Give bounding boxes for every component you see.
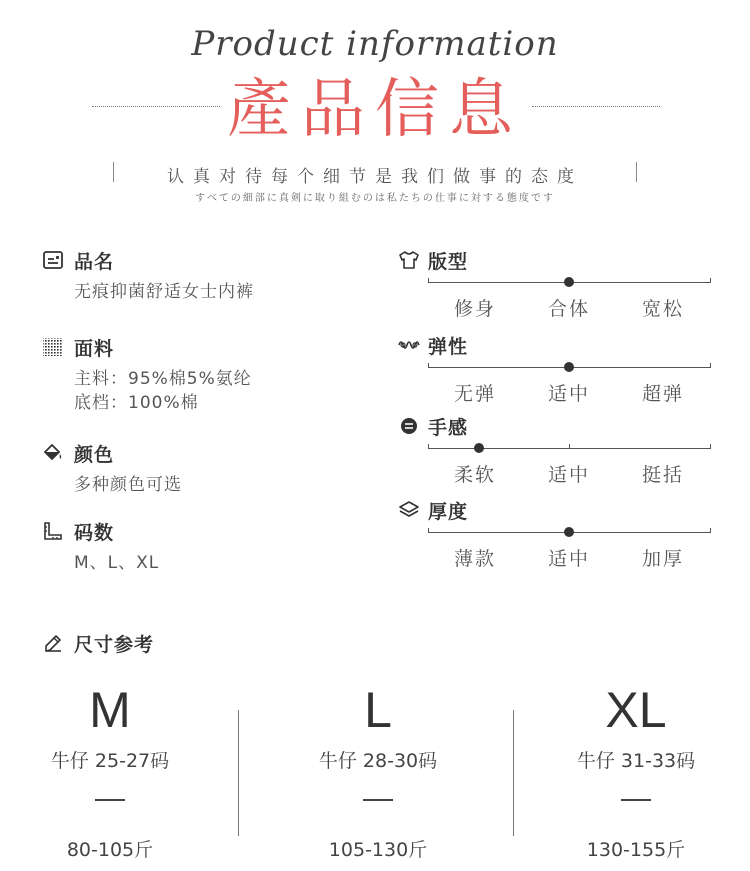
jeans-size: 牛仔 31-33码 [576,750,696,772]
hand-feel-knob [474,443,484,453]
elasticity-knob [564,362,574,372]
tag-card-icon [42,249,64,271]
chinese-title: 產品信息 [227,73,523,147]
fit-track [428,282,710,283]
weight-range: 80-105斤 [66,839,154,861]
color-value: 多种颜色可选 [74,475,182,495]
size-reference-label: 尺寸参考 [74,634,155,656]
layers-icon [398,499,420,521]
hand-feel-icon [398,415,420,437]
tick [710,278,711,283]
thickness-option-thick: 加厚 [641,548,684,570]
size-column-xl [556,680,716,862]
dash-divider [95,799,125,801]
thickness-option-medium: 适中 [547,548,590,570]
tshirt-icon [398,249,420,271]
color-label: 颜色 [74,443,115,466]
thickness-label: 厚度 [428,500,469,523]
fit-option-regular: 合体 [547,298,590,320]
tick [428,528,429,533]
size-column-m [30,680,190,862]
right-dotted-divider [532,106,660,107]
size-value: M、L、XL [74,553,160,573]
weight-range: 105-130斤 [328,839,428,861]
size-letter: M [89,682,131,738]
elasticity-track [428,367,710,368]
color-item [42,441,182,497]
size-item [42,519,159,575]
fabric-crotch: 底档：100%棉 [74,393,199,413]
hand-feel-option-crisp: 挺括 [641,464,684,486]
tick [710,528,711,533]
elasticity-option-none: 无弹 [453,383,496,405]
motto-japanese-text: すべての細部に真剣に取り組むのは私たちの仕事に対する態度です [195,193,555,204]
fit-option-slim: 修身 [453,298,496,320]
hand-feel-option-soft: 柔软 [453,464,496,486]
english-title: Product information [191,24,559,64]
spring-icon [398,334,420,356]
size-letter: XL [605,682,667,738]
product-name-value: 无痕抑菌舒适女士内裤 [74,282,254,302]
fit-label: 版型 [428,250,469,273]
fabric-values [74,367,252,415]
jeans-size: 牛仔 25-27码 [50,750,170,772]
size-letter: L [364,682,392,738]
thickness-option-thin: 薄款 [453,548,496,570]
paint-bucket-icon [42,442,64,464]
fabric-main: 主料：95%棉5%氨纶 [74,369,252,389]
product-name-label: 品名 [74,250,115,273]
fit-slider [398,248,710,320]
column-separator [238,710,239,836]
size-reference-heading [42,630,154,657]
ruler-icon [42,520,64,542]
elasticity-slider [398,333,710,405]
tick [710,444,711,449]
motto-right-bar [636,162,637,182]
fit-option-loose: 宽松 [641,298,684,320]
jeans-size: 牛仔 28-30码 [318,750,438,772]
tick [428,363,429,368]
elasticity-option-high: 超弹 [641,383,684,405]
hand-feel-track [428,448,710,449]
hand-feel-option-medium: 适中 [547,464,590,486]
dash-divider [621,799,651,801]
product-name-item [42,248,254,304]
tick [428,278,429,283]
thickness-track [428,532,710,533]
hand-feel-slider [398,414,710,486]
column-separator [513,710,514,836]
motto-text: 认真对待每个细节是我们做事的态度 [167,167,583,187]
weight-range: 130-155斤 [586,839,686,861]
thickness-knob [564,527,574,537]
hand-feel-label: 手感 [428,416,469,439]
size-column-l [298,680,458,862]
elasticity-label: 弹性 [428,335,469,358]
tick [710,363,711,368]
fabric-pattern-icon [42,336,64,358]
tick [569,444,570,449]
pencil-ruler-icon [42,633,64,655]
thickness-slider [398,498,710,570]
dash-divider [363,799,393,801]
fit-knob [564,277,574,287]
tick [428,444,429,449]
fabric-item [42,335,252,415]
fabric-label: 面料 [74,337,115,360]
elasticity-option-medium: 适中 [547,383,590,405]
size-label: 码数 [74,521,115,544]
